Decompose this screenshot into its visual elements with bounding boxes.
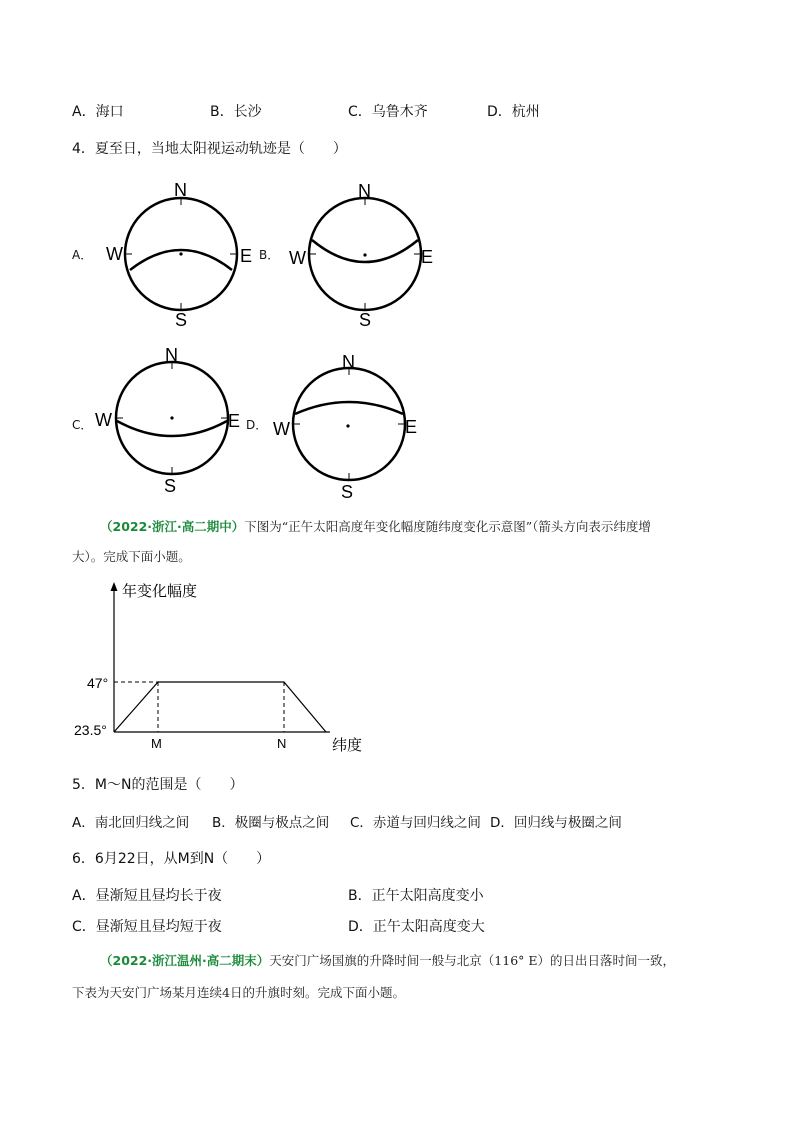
- sun-path-diagram-a: [100, 178, 260, 330]
- south-label: S: [164, 476, 177, 496]
- q5-stem: 5．M～N的范围是（ ）: [72, 777, 244, 793]
- west-label: W: [289, 248, 306, 268]
- q3-option-c: C．乌鲁木齐: [348, 104, 428, 120]
- south-label: S: [175, 310, 188, 330]
- q6-stem: 6．6月22日，从M到N（ ）: [72, 851, 271, 867]
- q3-option-a: A．海口: [72, 104, 124, 120]
- q6-option-d: D．正午太阳高度变大: [348, 919, 485, 935]
- east-label: E: [228, 411, 241, 431]
- intro-paragraph-2: [100, 951, 675, 969]
- intro-paragraph-1: [100, 517, 651, 535]
- source-tag: （2022·浙江·高二期中）: [100, 519, 245, 534]
- west-label: W: [106, 244, 123, 264]
- east-label: E: [405, 417, 418, 437]
- q3-option-b: B．长沙: [210, 104, 262, 120]
- q4-label-a: A．: [72, 248, 93, 262]
- q3-option-d: D．杭州: [487, 104, 540, 120]
- tick-n: N: [277, 736, 287, 751]
- south-label: S: [341, 482, 354, 502]
- x-axis-label: 纬度: [332, 737, 363, 754]
- west-label: W: [273, 419, 290, 439]
- q5-option-d: D．回归线与极圈之间: [490, 815, 622, 831]
- sun-path-diagram-c: [92, 344, 252, 496]
- q4-label-b: B．: [259, 248, 280, 262]
- south-label: S: [359, 310, 372, 330]
- intro-paragraph-1-cont: 大）。完成下面小题。: [72, 549, 191, 564]
- sun-path-diagram-b: [283, 180, 443, 332]
- amplitude-line: [114, 682, 326, 732]
- q4-label-c: C．: [72, 418, 93, 432]
- east-label: E: [421, 247, 434, 267]
- east-label: E: [240, 246, 253, 266]
- q6-option-c: C．昼渐短且昼均短于夜: [72, 919, 222, 935]
- intro-text: 天安门广场国旗的升降时间一般与北京（116° E）的日出日落时间一致，: [269, 953, 676, 968]
- q6-option-a: A．昼渐短且昼均长于夜: [72, 888, 222, 904]
- west-label: W: [95, 410, 112, 430]
- q5-option-c: C．赤道与回归线之间: [350, 815, 481, 831]
- q4-stem: 4．夏至日，当地太阳视运动轨迹是（ ）: [72, 141, 347, 157]
- y-axis-arrow: [111, 582, 118, 591]
- q5-option-b: B．极圈与极点之间: [212, 815, 330, 831]
- tick-m: M: [151, 736, 162, 751]
- q6-option-b: B．正午太阳高度变小: [348, 888, 484, 904]
- q4-label-d: D．: [246, 418, 268, 432]
- north-label: N: [174, 180, 187, 200]
- north-label: N: [342, 352, 355, 372]
- tick-47: 47°: [87, 675, 109, 691]
- amplitude-chart: [60, 578, 380, 758]
- intro-paragraph-2-cont: 下表为天安门广场某月连续4日的升旗时刻。完成下面小题。: [72, 985, 405, 1000]
- sun-path-diagram-d: [269, 350, 429, 502]
- intro-text: 下图为“正午太阳高度年变化幅度随纬度变化示意图”（箭头方向表示纬度增: [244, 519, 651, 534]
- q5-option-a: A．南北回归线之间: [72, 815, 190, 831]
- source-tag: （2022·浙江温州·高二期末）: [100, 953, 270, 968]
- tick-23-5: 23.5°: [74, 722, 107, 738]
- y-axis-label: 年变化幅度: [122, 583, 198, 600]
- north-label: N: [358, 181, 371, 201]
- north-label: N: [165, 345, 178, 365]
